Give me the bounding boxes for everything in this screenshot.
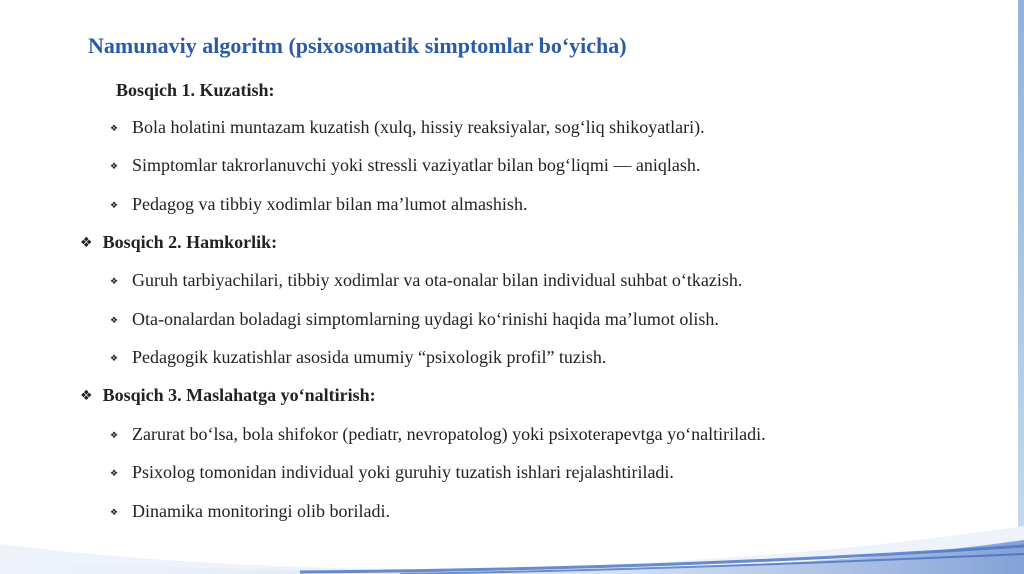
diamond-bullet-icon: ❖ bbox=[110, 508, 119, 518]
stage-1-label: Bosqich 1. Kuzatish: bbox=[116, 80, 275, 100]
diamond-bullet-icon: ❖ bbox=[80, 387, 93, 404]
diamond-bullet-icon: ❖ bbox=[110, 469, 119, 479]
stage-2-heading bbox=[80, 232, 277, 253]
diamond-bullet-icon: ❖ bbox=[110, 354, 119, 364]
list-item: ❖ Pedagogik kuzatishlar asosida umumiy “psixologik profil” tuzish. bbox=[110, 347, 607, 367]
diamond-bullet-icon: ❖ bbox=[110, 431, 119, 441]
list-item: ❖ Psixolog tomonidan individual yoki guruhiy tuzatish ishlari rejalashtiriladi. bbox=[110, 462, 674, 482]
diamond-bullet-icon: ❖ bbox=[110, 124, 119, 134]
stage-3-label: Bosqich 3. Maslahatga yo‘naltirish: bbox=[102, 385, 376, 405]
stage-1-heading bbox=[116, 80, 275, 101]
list-item: ❖ Zarurat bo‘lsa, bola shifokor (pediatr, nevropatolog) yoki psixoterapevtga yo‘naltiriladi. bbox=[110, 424, 766, 444]
list-item: ❖ Pedagog va tibbiy xodimlar bilan ma’lumot almashish. bbox=[110, 194, 528, 214]
list-item: ❖ Dinamika monitoringi olib boriladi. bbox=[110, 501, 390, 521]
diamond-bullet-icon: ❖ bbox=[80, 234, 93, 251]
stage-3-heading bbox=[80, 385, 376, 406]
list-item: ❖ Guruh tarbiyachilari, tibbiy xodimlar va ota-onalar bilan individual suhbat o‘tkazish. bbox=[110, 270, 743, 290]
list-item: ❖ Ota-onalardan boladagi simptomlarning uydagi ko‘rinishi haqida ma’lumot olish. bbox=[110, 309, 719, 329]
slide-title: Namunaviy algoritm (psixosomatik simptomlar bo‘yicha) bbox=[88, 33, 627, 58]
diamond-bullet-icon: ❖ bbox=[110, 277, 119, 287]
list-item: ❖ Simptomlar takrorlanuvchi yoki stressli vaziyatlar bilan bog‘liqmi — aniqlash. bbox=[110, 155, 701, 175]
stage-2-label: Bosqich 2. Hamkorlik: bbox=[102, 232, 278, 252]
diamond-bullet-icon: ❖ bbox=[110, 162, 119, 172]
diamond-bullet-icon: ❖ bbox=[110, 316, 119, 326]
right-edge-bar bbox=[1018, 0, 1024, 574]
list-item: ❖ Bola holatini muntazam kuzatish (xulq, hissiy reaksiyalar, sog‘liq shikoyatlari). bbox=[110, 117, 705, 137]
diamond-bullet-icon: ❖ bbox=[110, 201, 119, 211]
decorative-waves bbox=[0, 504, 1024, 574]
